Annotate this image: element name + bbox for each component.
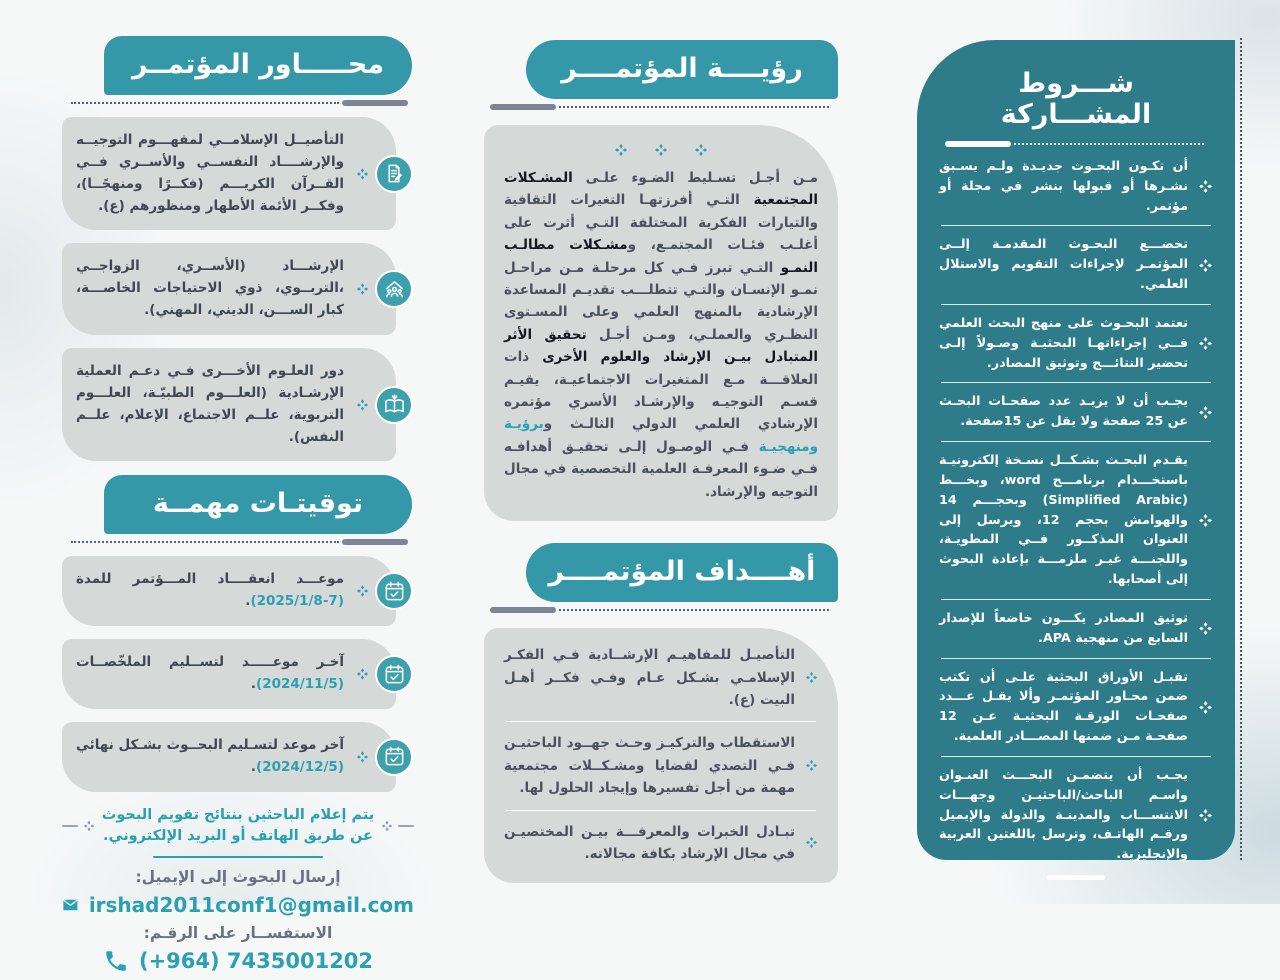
vision-heading-label: رؤيــــة المؤتمــــر [561, 53, 803, 84]
divider [941, 225, 1211, 226]
underline-bar [342, 100, 408, 106]
email-label: إرسال البحوث إلى الإيميل: [135, 868, 341, 887]
condition-item [939, 766, 1213, 865]
condition-item [939, 314, 1213, 373]
ornament-icon [1198, 808, 1213, 823]
divider [506, 810, 816, 811]
timing-text [76, 735, 344, 779]
condition-text: تقبـل الأوراق البحثية علـى أن تكتب ضمن محـاور المؤتمـر وألا يقـل عـــدد صفحـات الورقـة البحثيـة عـن 12 صفحـة مـن ضمنها المصـــادر العلمية. [939, 669, 1188, 745]
ornament-icon [694, 143, 708, 157]
axis-text: التأصيــل الإسلامــي لمفهـــوم التوجيــه والإرشــــاد النفســي والأســري فــي القــرآن الكريـــم (فكــرًا ومنهجًــا)، وفكــر الأئمة الأطهار ومنظورهم (ع). [76, 132, 344, 214]
ornament-icon [356, 750, 369, 763]
timing-item [62, 639, 396, 709]
timing-suffix: . [250, 758, 257, 775]
divider [941, 599, 1211, 600]
ornament-icon [83, 820, 95, 832]
phone-row[interactable] [62, 948, 414, 974]
phone-icon [103, 948, 129, 974]
heading-underline [490, 103, 832, 111]
ornament-icon [356, 668, 369, 681]
vision-segment: فـي الوصـول إلـى تحقيـق أهدافـه فـي ضـوء المعرفـة العلمية التخصصية في مجال التوجيه والإرشاد. [504, 438, 818, 500]
phone-label: الاستفســار على الرقـم: [143, 924, 333, 943]
ornament-icon [1198, 700, 1213, 715]
axes-heading [104, 36, 412, 95]
underline-bar [945, 141, 1011, 147]
email-row[interactable] [62, 892, 414, 918]
condition-item [939, 235, 1213, 294]
ornament-icon [381, 820, 393, 832]
ornament-icon [805, 671, 818, 684]
axis-text: الإرشـــاد (الأســري، الزواجــي ،التربــوي، ذوي الاحتياجات الخاصـــة، كبار الســـن، الديني، المهني). [76, 258, 344, 319]
divider [941, 658, 1211, 659]
condition-item [939, 157, 1213, 216]
timing-date: (2025/1/8-7) [250, 593, 344, 610]
condition-text: يجـب أن يتضمـن البحـــث العنـوان واسـم الباحث/الباحثيـن وجهـــات الانتســـاب والمدينـة والدولة والإيميل ورقـم الهاتـف، وترسل باللغتين العربية والإنجليزية. [939, 767, 1188, 863]
timing-text [76, 569, 344, 613]
results-note [62, 805, 414, 849]
conditions-heading: شـــروط المشـــاركة [1000, 68, 1152, 130]
goal-item [504, 644, 818, 711]
calendar-check-icon [375, 738, 413, 776]
document-pen-icon [375, 155, 413, 193]
vision-segment: المشـكلات المجتمعية [504, 170, 818, 209]
vision-ornaments [504, 143, 818, 157]
condition-text: تخضـــع البحـوث المقدمـة إلــى المؤتمـر لإجراءات التقويم والاستلال العلمي. [939, 237, 1188, 293]
axis-item [62, 243, 396, 335]
divider [941, 382, 1211, 383]
timing-item [62, 556, 396, 626]
calendar-check-icon [375, 572, 413, 610]
calendar-check-icon [375, 655, 413, 693]
timing-suffix: . [245, 593, 251, 610]
condition-text: توثيق المصادر يكـــون خاضعاً للإصدار السابع من منهجية APA. [939, 610, 1188, 646]
decor-dash [62, 825, 78, 827]
underline-bar [490, 104, 556, 110]
envelope-icon [62, 892, 79, 918]
condition-text: تعتمد البحـوث على منهج البحث العلمي فــي إجراءاتهـا البحثيـة وصـولاً إلـى تحضير النتائـــج وتوثيق المصادر. [939, 315, 1188, 371]
fold-cut-line [1240, 38, 1242, 860]
ornament-icon [356, 167, 369, 180]
underline-dots [1014, 143, 1204, 145]
ornament-icon [654, 143, 668, 157]
ornament-icon [1198, 336, 1213, 351]
divider [506, 721, 816, 722]
medical-book-icon [375, 386, 413, 424]
goal-item [504, 821, 818, 866]
email-value[interactable]: irshad2011conf1@gmail.com [88, 893, 414, 918]
results-note-text: يتم إعلام الباحثين بنتائج تقويم البحوث عن طريق الهاتف أو البريد الإلكتروني. [101, 806, 375, 845]
ornament-icon [1198, 179, 1213, 194]
ornament-icon [1198, 513, 1213, 528]
heading-underline [68, 99, 408, 107]
condition-text: يقـدم البحـث بشـكــل نسـخة إلكترونيـة باستخـــدام برنامـــج word، وبخـــط (Simplified Arabic) وبحجـــم 14 والهوامش بحجم 12، ويرسل إلى العنوان المذكــور فــي المطويـة، واللجنـــة غيـر ملزمـــة بإعادة البحوث إلى أصحابها. [939, 453, 1189, 588]
timings-heading-label: توقيتـات مهمــة [152, 488, 364, 520]
ornament-icon [805, 836, 818, 849]
note-divider [153, 856, 323, 858]
timing-suffix: . [250, 676, 257, 693]
condition-item [939, 609, 1213, 649]
condition-item [939, 668, 1213, 747]
goals-box [484, 628, 838, 883]
heading-underline [490, 606, 832, 614]
axis-item [62, 348, 396, 461]
goal-text: تبـادل الخبرات والمعرفـــة بيـن المختصيـن في مجال الإرشاد بكافة مجالاته. [504, 823, 795, 862]
ornament-icon [614, 143, 628, 157]
vision-segment: التـي أفرزتهـا التغيرات الثقافية والتيارات الفكرية المختلفة التـي أثرت على أغلـب فئـات المجتمـع، و [504, 192, 818, 254]
ornament-icon [356, 283, 369, 296]
conditions-list [939, 157, 1213, 865]
axis-text: دور العلـوم الأخـــرى فـي دعـم العملية الإرشـادية (العلـــوم الطبيّـة، العلـــوم التربوية، علــم الاجتماع، الإعلام، علــم النفس). [76, 363, 344, 445]
condition-item [939, 392, 1213, 432]
ornament-icon [1198, 258, 1213, 273]
divider [941, 441, 1211, 442]
condition-item [939, 451, 1213, 590]
vision-paragraph [504, 167, 818, 503]
timing-label: آخر موعد لتسـليم البحــوث بشـكل نهائي [76, 736, 344, 753]
ornament-icon [1198, 405, 1213, 420]
timings-list [62, 556, 414, 791]
family-house-icon [375, 270, 413, 308]
underline-dots [559, 106, 829, 108]
vision-box [484, 125, 838, 521]
condition-text: أن تكـون البحـوث جديـدة ولـم يسـبق نشـرها أو قبولها بنشر في مجلة أو مؤتمر. [939, 159, 1188, 214]
vision-segment: ذات العلاقـــة مـع المتغيرات الاجتماعيـة، يقيـم قسـم التوجيـه والإرشـاد الأسري مؤتمره الإرشادي العلمي الدولي الثالـث و [504, 349, 818, 433]
underline-dots [71, 102, 339, 104]
heading-underline [945, 140, 1207, 148]
panel-end-bar [1047, 875, 1105, 880]
divider [941, 756, 1211, 757]
timing-text [76, 652, 344, 696]
heading-underline [68, 538, 408, 546]
timing-date: (2024/11/5) [256, 676, 344, 693]
axes-column [62, 36, 414, 980]
decor-dash [398, 825, 414, 827]
timing-label: آخـر موعـــــد لتســليم الملخّصــات [76, 654, 344, 671]
ornament-icon [1198, 621, 1213, 636]
axes-list [62, 117, 414, 461]
ornament-icon [805, 759, 818, 772]
timing-item [62, 722, 396, 792]
vision-segment: مشـكلات مطالـب النمـو [504, 237, 818, 276]
phone-value[interactable]: (+964) 7435001202 [138, 949, 374, 974]
vision-segment: مـن أجـل تسـليط الضـوء علـى [572, 170, 818, 186]
timing-date: (2024/12/5) [256, 758, 344, 775]
goals-heading [526, 543, 838, 602]
goal-text: التأصيـل للمفاهيـم الإرشــادية فـي الفكـر الإسلامـي بشـكل عـام وفـي فكــر أهـل البيت (ع). [504, 647, 795, 708]
timings-heading [104, 475, 412, 534]
vision-heading [526, 40, 838, 99]
underline-bar [490, 607, 556, 613]
conditions-panel [917, 40, 1235, 863]
vision-segment: برؤيـة ومنهجيـة [504, 416, 818, 455]
axes-heading-label: محـــــاور المؤتمــر [131, 49, 385, 80]
vision-segment: التـي تبرز فـي كل مرحلـة مـن مراحـل نمـو الإنسـان والتـي تتطلـــب تقديـم المساعدة الإرشادية بالمنهج العلمي وعلى المسـتوى النظـري والعملـي، ومـن أجـل [504, 259, 818, 343]
ornament-icon [356, 398, 369, 411]
divider [941, 304, 1211, 305]
underline-dots [559, 609, 829, 611]
underline-bar [342, 539, 408, 545]
underline-dots [71, 541, 339, 543]
axis-item [62, 117, 396, 230]
ornament-icon [356, 585, 369, 598]
timing-label: موعـــد انعقــــاد المـــؤتمر للمدة [76, 571, 344, 588]
goal-item [504, 732, 818, 799]
vision-column [484, 40, 838, 883]
goal-text: الاستقطاب والتركيـز وحـث جهــود الباحثيـن فـي التصدي لقضايا ومشـكــلات مجتمعية مهمة من أجل تفسيرها وإيجاد الحلول لها. [504, 735, 795, 797]
vision-segment: تحقيق الأثر المتبادل بيـن الإرشاد والعلوم الأخرى [504, 326, 818, 366]
goals-heading-label: أهــــداف المؤتمــــر [548, 556, 816, 588]
condition-text: يجـب أن لا يزيـد عدد صفحـات البحـث عن 25 صفحة ولا يقل عن 15صفحة. [939, 394, 1188, 430]
